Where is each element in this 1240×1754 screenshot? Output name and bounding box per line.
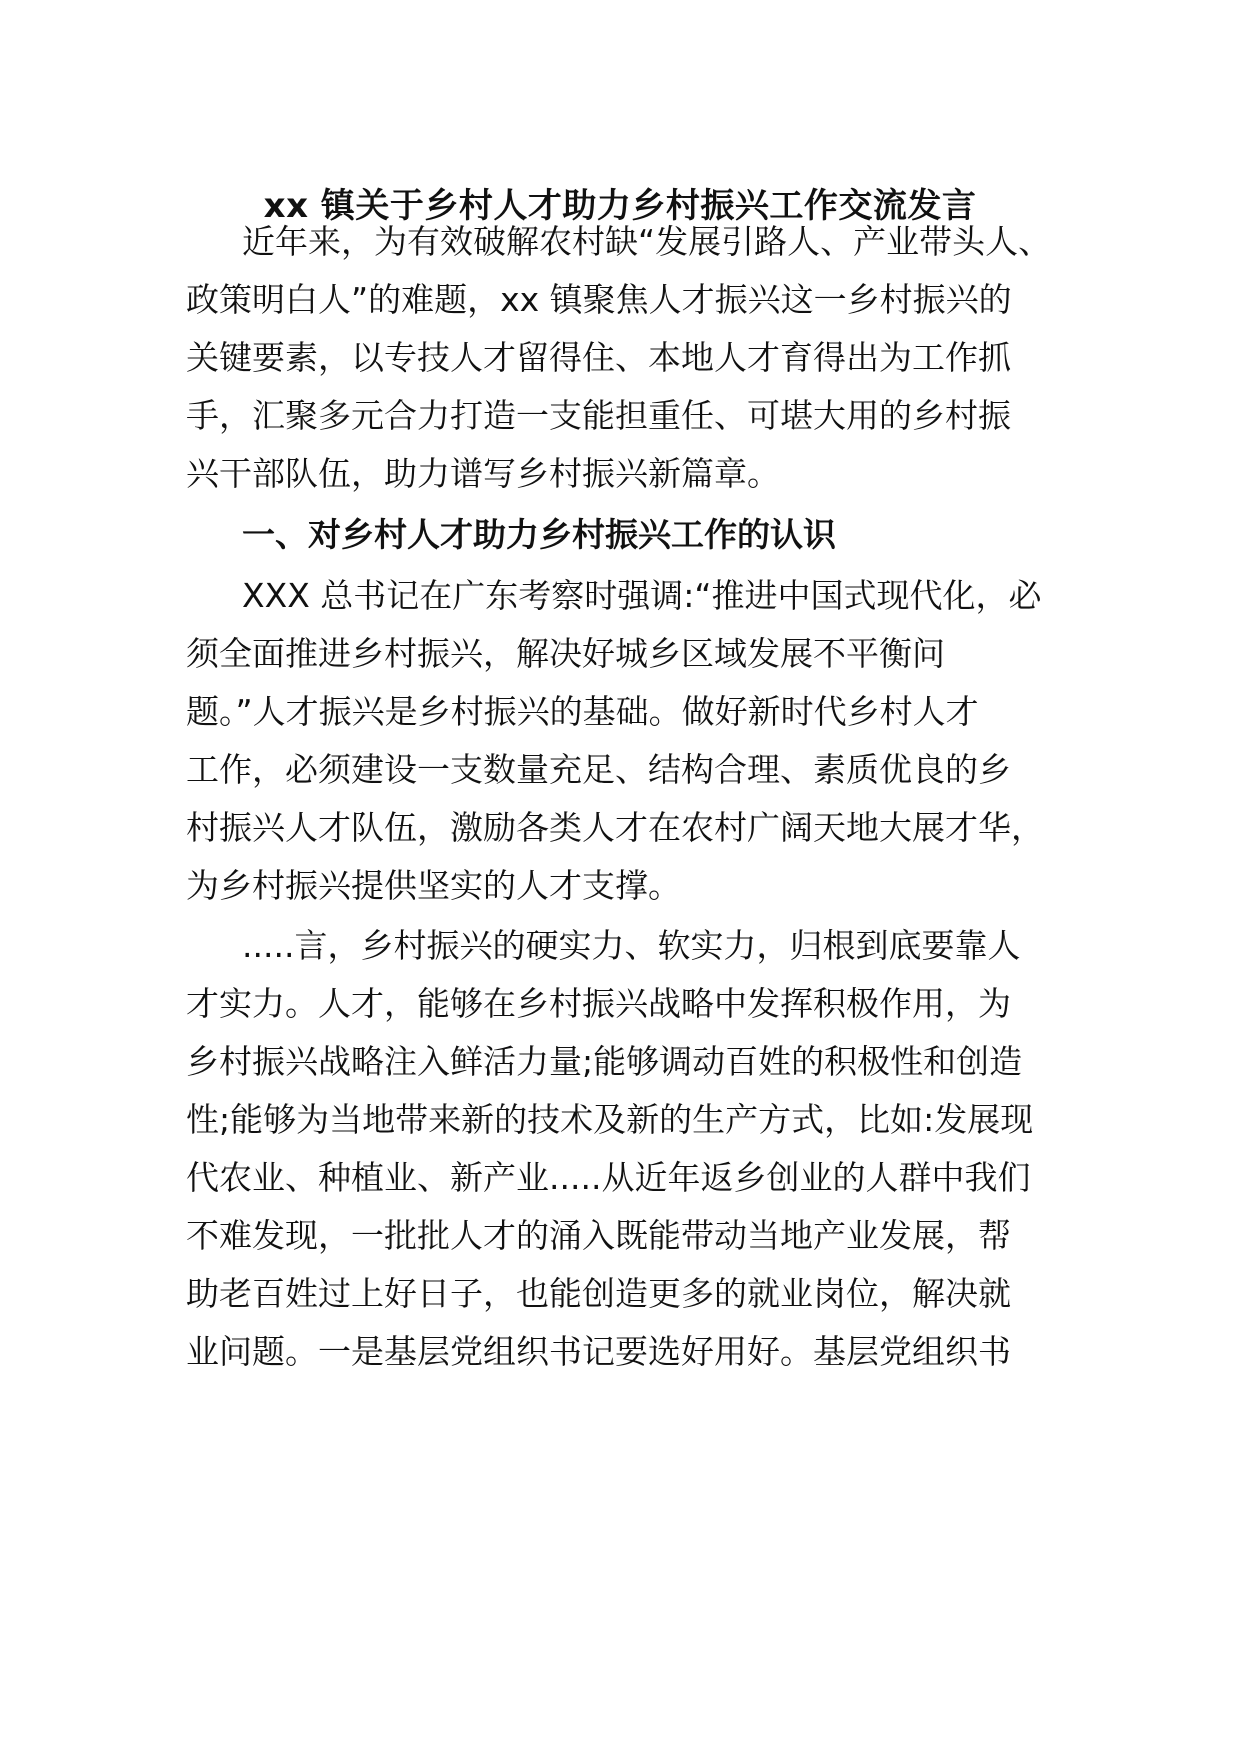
paragraph-1-line-2: 政策明白人”的难题，xx 镇聚焦人才振兴这一乡村振兴的 (186, 280, 1012, 319)
paragraph-3-line-1: .....言，乡村振兴的硬实力、软实力，归根到底要靠人 (242, 926, 1021, 965)
paragraph-3-line-3: 乡村振兴战略注入鲜活力量;能够调动百姓的积极性和创造 (186, 1042, 1023, 1081)
paragraph-1-line-4: 手，汇聚多元合力打造一支能担重任、可堪大用的乡村振 (186, 396, 1011, 435)
paragraph-2-line-3: 题。”人才振兴是乡村振兴的基础。做好新时代乡村人才 (186, 692, 979, 731)
paragraph-2-line-2: 须全面推进乡村振兴，解决好城乡区域发展不平衡问 (186, 634, 945, 673)
paragraph-2-line-1: XXX 总书记在广东考察时强调:“推进中国式现代化，必 (242, 576, 1042, 615)
paragraph-2-line-4: 工作，必须建设一支数量充足、结构合理、素质优良的乡 (186, 750, 1011, 789)
paragraph-3-line-2: 才实力。人才，能够在乡村振兴战略中发挥积极作用，为 (186, 984, 1011, 1023)
paragraph-1-line-3: 关键要素，以专技人才留得住、本地人才育得出为工作抓 (186, 338, 1011, 377)
paragraph-3-line-7: 助老百姓过上好日子，也能创造更多的就业岗位，解决就 (186, 1274, 1011, 1313)
paragraph-3-line-5: 代农业、种植业、新产业.....从近年返乡创业的人群中我们 (186, 1158, 1031, 1197)
paragraph-3-line-4: 性;能够为当地带来新的技术及新的生产方式，比如:发展现 (186, 1100, 1034, 1139)
paragraph-2-line-6: 为乡村振兴提供坚实的人才支撑。 (186, 866, 681, 905)
document-title: xx 镇关于乡村人才助力乡村振兴工作交流发言 (263, 186, 977, 226)
paragraph-2-line-5: 村振兴人才队伍，激励各类人才在农村广阔天地大展才华， (186, 808, 1044, 847)
paragraph-1-line-5: 兴干部队伍，助力谱写乡村振兴新篇章。 (186, 454, 780, 493)
section-1-heading: 一、对乡村人才助力乡村振兴工作的认识 (242, 515, 836, 554)
paragraph-3-line-8: 业问题。一是基层党组织书记要选好用好。基层党组织书 (186, 1332, 1011, 1371)
paragraph-3-line-6: 不难发现，一批批人才的涌入既能带动当地产业发展，帮 (186, 1216, 1011, 1255)
paragraph-1-line-1: 近年来，为有效破解农村缺“发展引路人、产业带头人、 (242, 222, 1052, 261)
